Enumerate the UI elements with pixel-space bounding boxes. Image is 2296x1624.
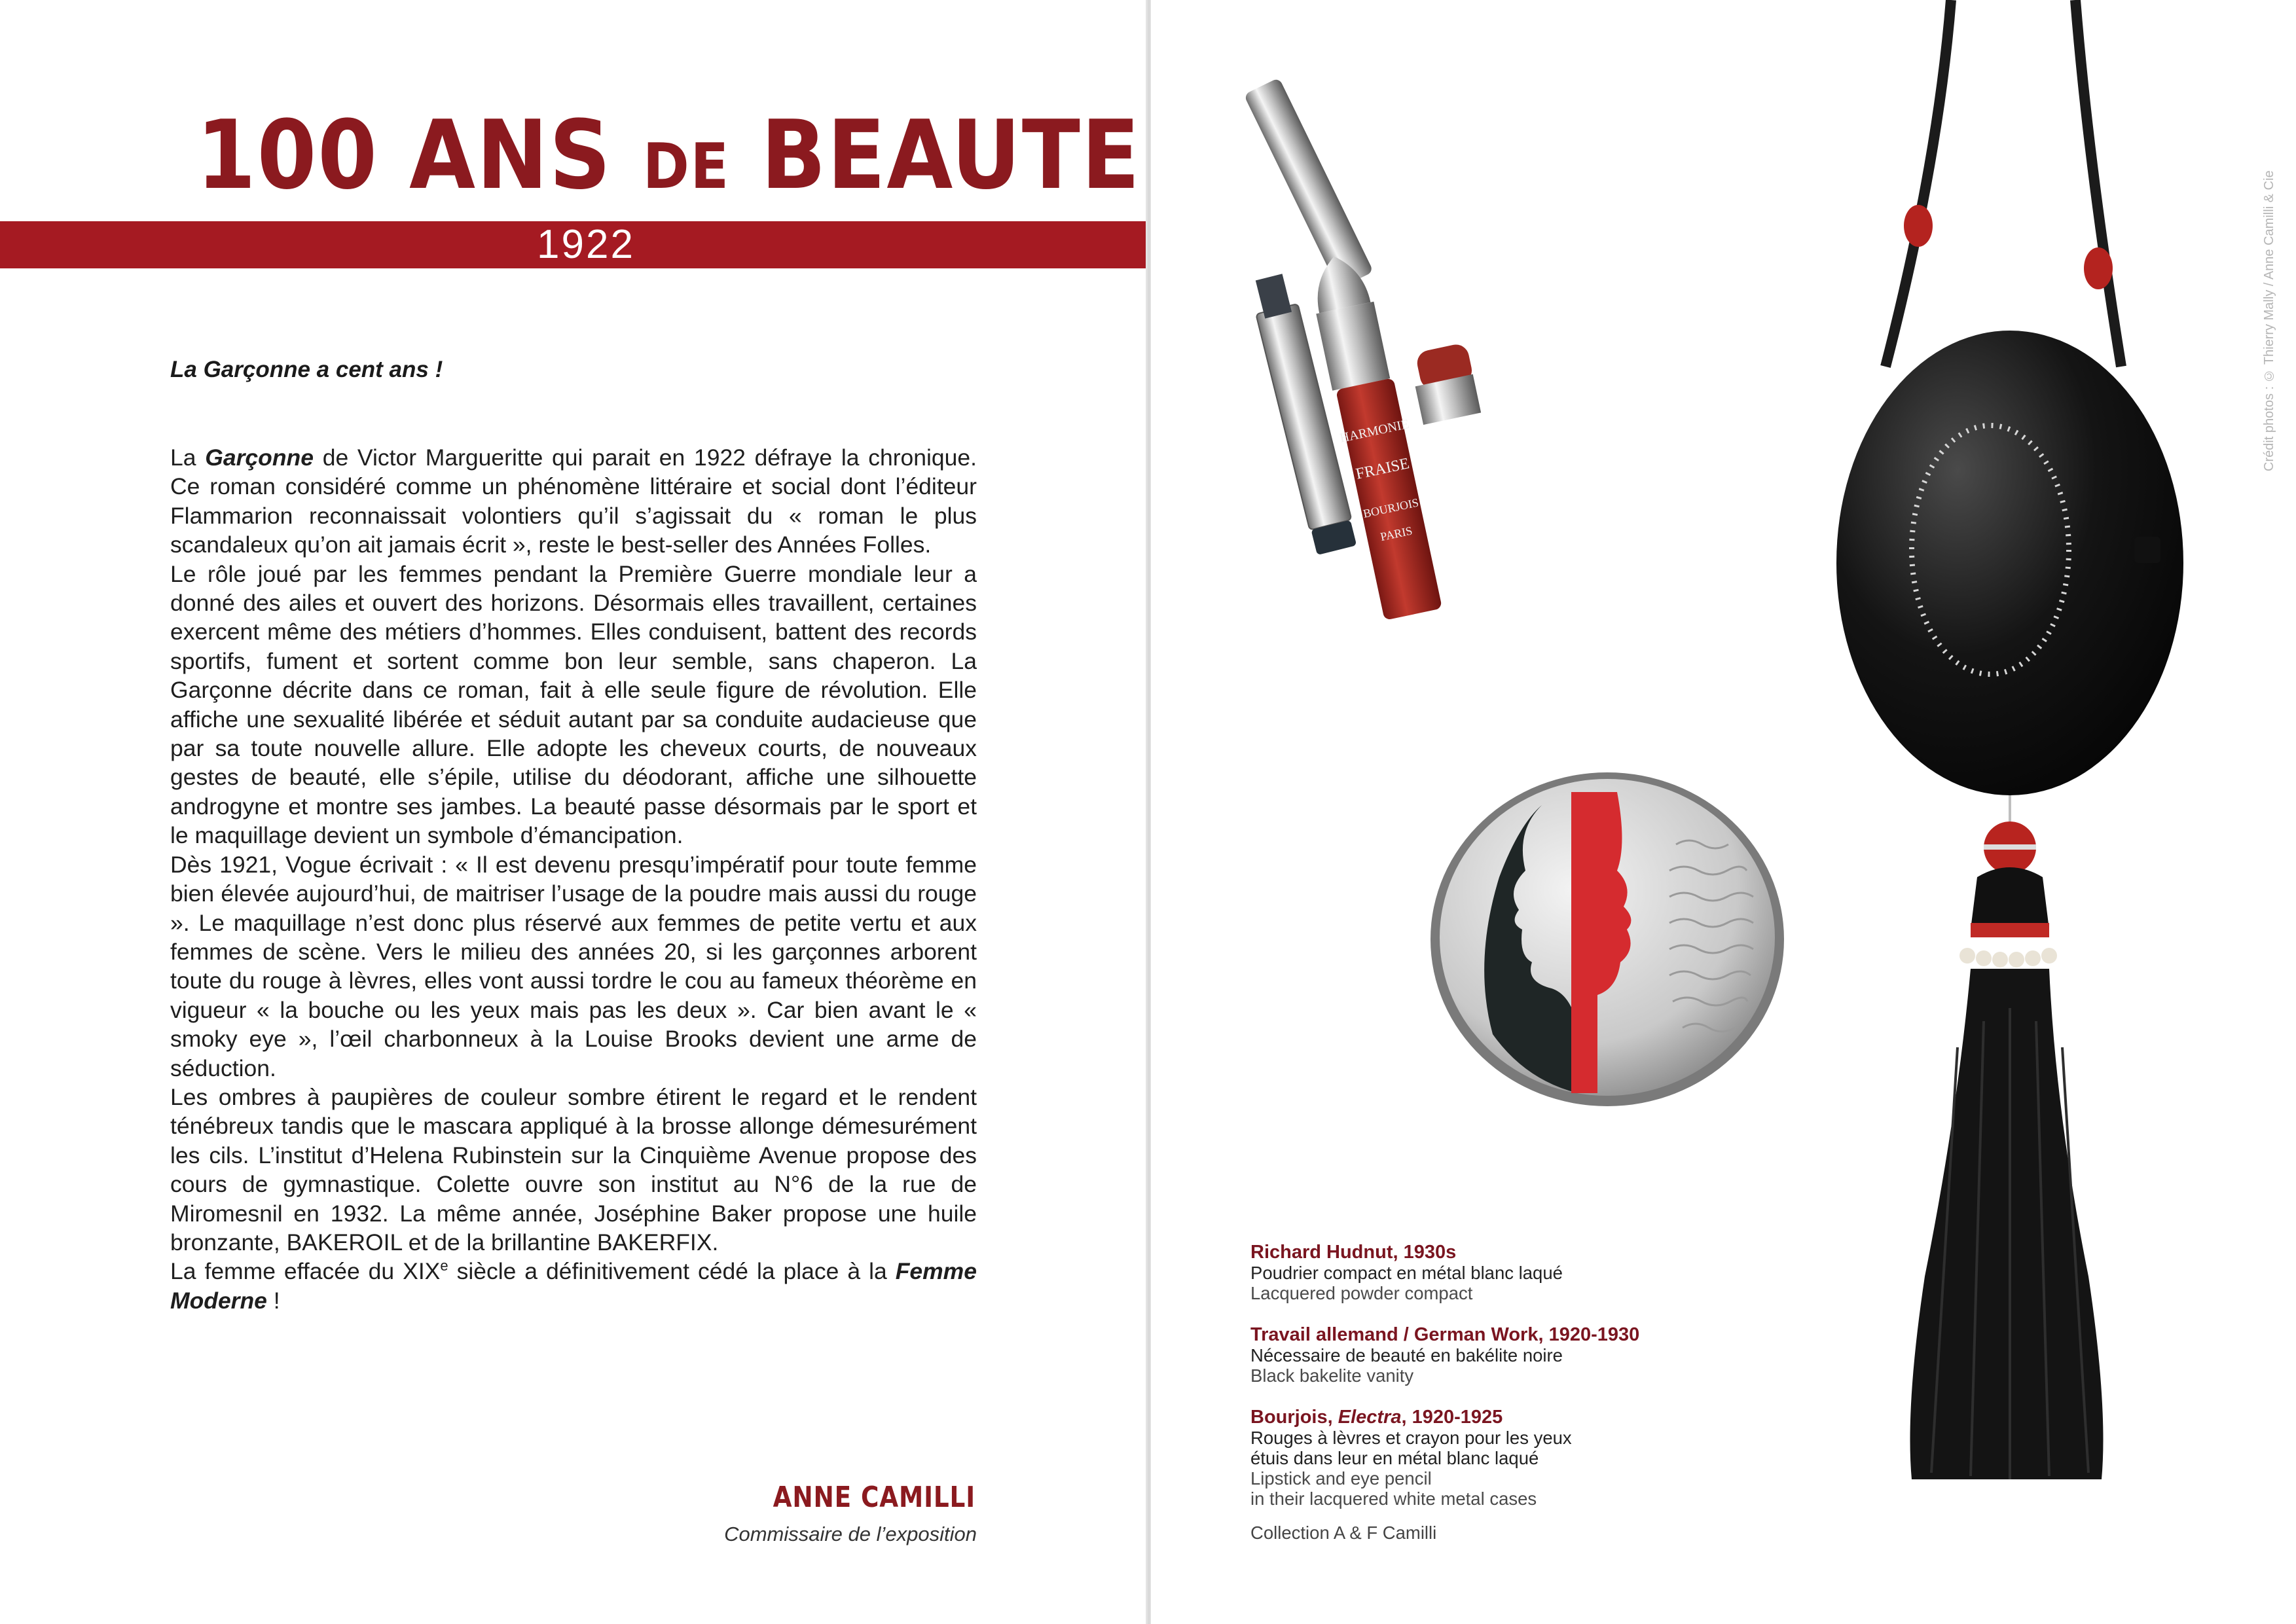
p5-d: !: [266, 1287, 280, 1314]
century-superscript: e: [440, 1257, 448, 1274]
caption-en: Black bakelite vanity: [1250, 1365, 1414, 1386]
p1-c: de Victor Margueritte qui parait en 1922 défraye la chronique. Ce roman considéré comme un phénomène littéraire et social dont l’éditeur Flammarion reconnaissait volontiers qu’il s’agissait du « roman le plus scandaleux qu’on ait jamais écrit », reste le best-seller des Années Folles.: [170, 444, 977, 558]
caption-head-date: 1930s: [1403, 1242, 1457, 1263]
p5-b: siècle a définitivement cédé la place à la: [448, 1258, 896, 1285]
year-band: [0, 221, 1154, 361]
caption-head-date: 1920-1930: [1548, 1324, 1640, 1345]
caption-vanity: [1250, 1325, 1669, 1386]
collection-credit: Collection A & F Camilli: [1250, 1523, 1437, 1543]
caption-fr-line1: Rouges à lèvres et crayon pour les yeux: [1250, 1428, 1572, 1448]
caption-head: [1250, 1325, 1669, 1345]
caption-fr: Poudrier compact en métal blanc laqué: [1250, 1263, 1563, 1283]
title-part-100-ans: 100 ANS: [196, 100, 612, 211]
signature-name: ANNE CAMILLI: [773, 1481, 975, 1514]
caption-lipstick: [1250, 1407, 1669, 1509]
caption-head-maker: Richard Hudnut,: [1250, 1242, 1404, 1263]
caption-head: [1250, 1242, 1669, 1263]
caption-en-line1: Lipstick and eye pencil: [1250, 1468, 1432, 1489]
caption-en: Lacquered powder compact: [1250, 1283, 1473, 1303]
lipstick-label-2: FRAISE: [1354, 455, 1411, 483]
caption-head-date: , 1920-1925: [1401, 1407, 1503, 1428]
paragraph-5: [170, 1257, 977, 1315]
caption-fr-line2: étuis dans leur en métal blanc laqué: [1250, 1448, 1539, 1468]
femme-moderne-emphasis: Femme Moderne: [170, 1258, 977, 1314]
p1-a: La: [170, 444, 206, 471]
caption-head-maker: Bourjois,: [1250, 1407, 1338, 1428]
subtitle: La Garçonne a cent ans !: [170, 357, 443, 382]
lipstick-label-3: BOURJOIS: [1362, 496, 1420, 520]
caption-head-maker: Travail allemand / German Work,: [1250, 1324, 1549, 1345]
lipstick-pencil-photo: [1224, 52, 1591, 707]
powder-compact-photo: [1421, 766, 1794, 1113]
lipstick-label-4: PARIS: [1379, 524, 1414, 544]
paragraph-3: Dès 1921, Vogue écrivait : « Il est devenu presqu’impératif pour toute femme bien élevée aujourd’hui, de maitriser l’usage de la poudre mais aussi du rouge ». Le maquillage n’est donc plus réservé aux femmes de petite vertu et aux femmes de scène. Vers le milieu des années 20, si les garçonnes arborent toute du rouge à lèvres, elles vont aussi tordre le cou au fameux théorème en vigueur « la bouche ou les yeux mais pas les deux ». Car bien avant le « smoky eye », l’œil charbonneux à la Louise Brooks devient une arme de séduction.: [170, 851, 977, 1081]
paragraph-2: Le rôle joué par les femmes pendant la Première Guerre mondiale leur a donné des ailes et ouvert des horizons. Désormais elles travaillent, certaines exercent même des métiers d’hommes. Elles conduisent, battent des records sportifs, fument et sortent comme bon leur semble, sans chaperon. La Garçonne décrite dans ce roman, fait à elle seule figure de révolution. Elle affiche une sexualité libérée et séduit autant par sa conduite audacieuse que par sa toute nouvelle allure. Elle adopte les cheveux courts, de nouveaux gestes de beauté, elle s’épile, utilise du déodorant, affiche une silhouette androgyne et montre ses jambes. La beauté passe désormais par le sport et le maquillage devient un symbole d’émancipation.: [170, 560, 977, 849]
caption-compact: [1250, 1242, 1669, 1303]
caption-head: [1250, 1407, 1669, 1428]
year-range: 1922 - 2022: [537, 222, 635, 361]
p5-a: La femme effacée du XIX: [170, 1258, 441, 1285]
caption-fr: Nécessaire de beauté en bakélite noire: [1250, 1345, 1563, 1365]
article-body: [170, 443, 977, 1315]
title-part-de: DE: [642, 131, 730, 203]
main-title: [196, 98, 1141, 213]
bakelite-vanity-photo: [1827, 0, 2193, 1545]
garconne-emphasis: Garçonne: [205, 444, 314, 471]
signature-role: Commissaire de l’exposition: [724, 1523, 977, 1545]
paragraph-1: [170, 443, 977, 560]
lipstick-label-1: HARMONIE: [1338, 416, 1411, 446]
caption-en-line2: in their lacquered white metal cases: [1250, 1489, 1537, 1509]
title-part-beaute: BEAUTE: [761, 100, 1141, 211]
photo-credit: Crédit photos : © Thierry Mally / Anne Camilli & Cie: [2262, 170, 2276, 471]
caption-head-model: Electra: [1338, 1407, 1402, 1428]
paragraph-4: Les ombres à paupières de couleur sombre étirent le regard et le rendent ténébreux tandis que le mascara appliqué à la brosse allonge démesurément les cils. L’institut d’Helena Rubinstein sur la Cinquième Avenue propose des cours de gymnastique. Colette ouvre son institut au N°6 de la rue de Miromesnil en 1932. La même année, Joséphine Baker propose une huile bronzante, BAKEROIL et de la brillantine BAKERFIX.: [170, 1083, 977, 1255]
